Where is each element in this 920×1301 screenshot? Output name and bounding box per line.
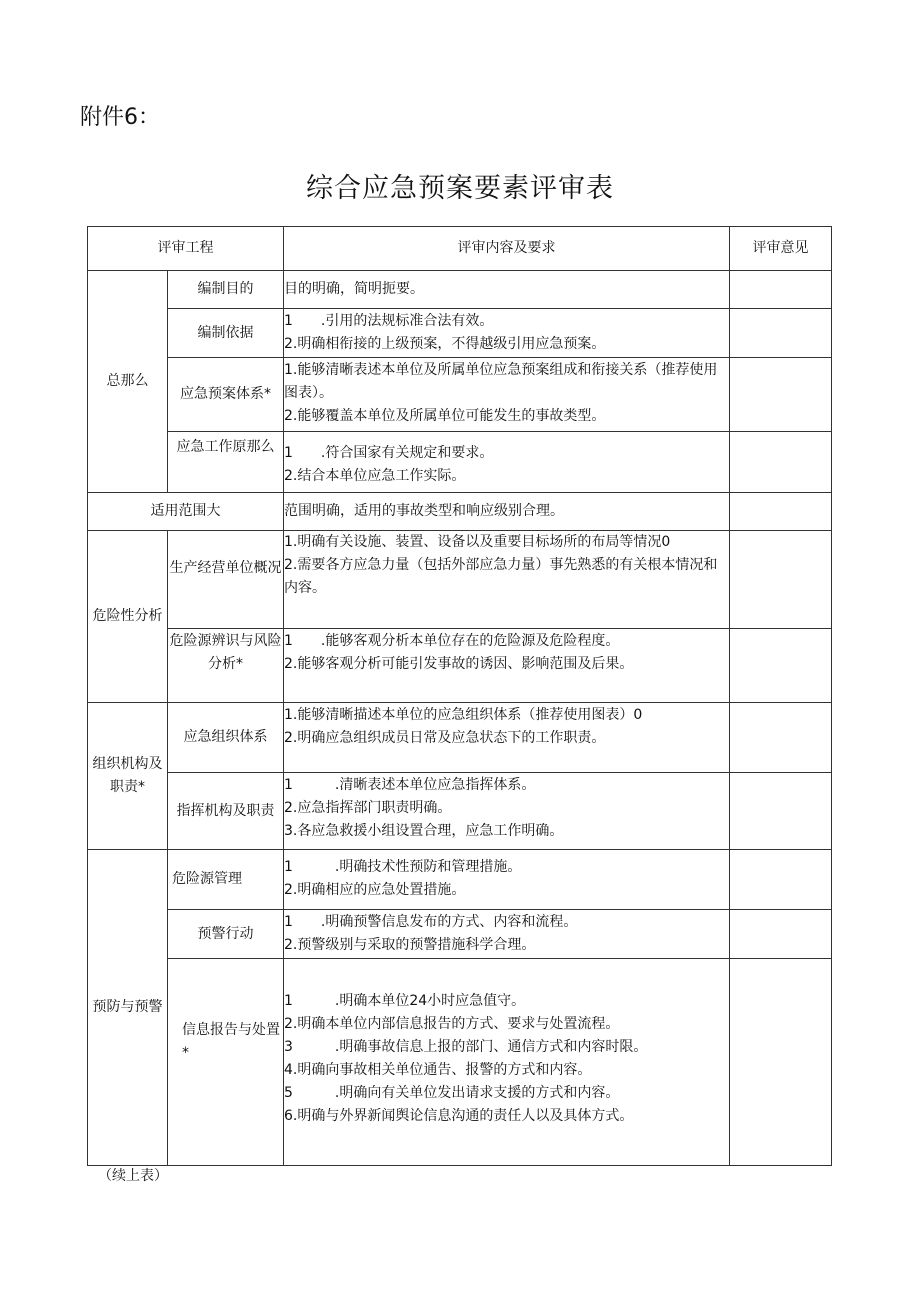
opinion-cell[interactable]	[730, 773, 832, 850]
page-title: 综合应急预案要素评审表	[306, 173, 614, 204]
requirement-line: 1 .明确预警信息发布的方式、内容和流程。	[284, 914, 578, 930]
item-purpose: 编制目的	[168, 271, 284, 309]
table-row	[88, 959, 832, 1166]
table-row	[88, 531, 832, 629]
requirement-line: 3.各应急救援小组设置合理，应急工作明确。	[284, 823, 564, 839]
requirement-line: 2.预警级别与采取的预警措施科学合理。	[284, 937, 536, 953]
requirement-line: 2.能够覆盖本单位及所属单位可能发生的事故类型。	[284, 408, 606, 424]
item-system: 应急预案体系*	[168, 358, 284, 432]
requirement-line: 范围明确，适用的事故类型和响应级别合理。	[284, 503, 564, 519]
content-report	[284, 959, 730, 1166]
requirement-line: 1.明确有关设施、装置、设备以及重要目标场所的布局等情况0	[284, 534, 671, 550]
table-header-row	[88, 227, 832, 271]
requirement-line: 1.能够清晰表述本单位及所属单位应急预案组成和衔接关系（推荐使用图表）。	[284, 362, 718, 401]
requirement-line: 2.能够客观分析可能引发事故的诱因、影响范围及后果。	[284, 656, 634, 672]
table-row	[88, 773, 832, 850]
opinion-cell[interactable]	[730, 910, 832, 959]
content-basis	[284, 309, 730, 358]
table-row	[88, 629, 832, 703]
opinion-cell[interactable]	[730, 959, 832, 1166]
opinion-cell[interactable]	[730, 703, 832, 773]
table-row	[88, 271, 832, 309]
opinion-cell[interactable]	[730, 309, 832, 358]
requirement-line: 4.明确向事故相关单位通告、报警的方式和内容。	[284, 1062, 592, 1078]
item-warning: 预警行动	[168, 910, 284, 959]
item-overview: 生产经营单位概况	[168, 531, 284, 629]
item-principle: 应急工作原那么	[168, 432, 284, 493]
header-project: 评审工程	[88, 227, 284, 271]
requirement-line: 6.明确与外界新闻舆论信息沟通的责任人以及具体方式。	[284, 1108, 634, 1124]
opinion-cell[interactable]	[730, 493, 832, 531]
content-warning	[284, 910, 730, 959]
continued-note: （续上表）	[98, 1168, 168, 1184]
requirement-line: 2.明确相应的应急处置措施。	[284, 882, 466, 898]
header-opinion: 评审意见	[730, 227, 832, 271]
requirement-line: 1 .符合国家有关规定和要求。	[284, 445, 494, 461]
requirement-line: 目的明确，简明扼要。	[284, 281, 424, 297]
requirement-line: 1 .清晰表述本单位应急指挥体系。	[284, 777, 536, 793]
content-system	[284, 358, 730, 432]
group-risk: 危险性分析	[88, 531, 168, 703]
requirement-line: 2.结合本单位应急工作实际。	[284, 468, 466, 484]
requirement-line: 1 .能够客观分析本单位存在的危险源及危险程度。	[284, 633, 620, 649]
attachment-label: 附件6：	[80, 105, 160, 130]
content-purpose	[284, 271, 730, 309]
requirement-line: 1.能够清晰描述本单位的应急组织体系（推荐使用图表）0	[284, 707, 643, 723]
opinion-cell[interactable]	[730, 358, 832, 432]
table-row	[88, 358, 832, 432]
opinion-cell[interactable]	[730, 271, 832, 309]
opinion-cell[interactable]	[730, 432, 832, 493]
table-row	[88, 850, 832, 910]
requirement-line: 2.明确应急组织成员日常及应急状态下的工作职责。	[284, 730, 606, 746]
header-content: 评审内容及要求	[284, 227, 730, 271]
item-report: 信息报告与处置*	[168, 959, 284, 1166]
requirement-line: 3 .明确事故信息上报的部门、通信方式和内容时限。	[284, 1039, 648, 1055]
review-table	[87, 226, 832, 1166]
content-hazard-mgmt	[284, 850, 730, 910]
requirement-line: 2.应急指挥部门职责明确。	[284, 800, 452, 816]
content-org-system	[284, 703, 730, 773]
item-basis: 编制依据	[168, 309, 284, 358]
opinion-cell[interactable]	[730, 531, 832, 629]
requirement-line: 2.明确相衔接的上级预案，不得越级引用应急预案。	[284, 336, 606, 352]
content-command	[284, 773, 730, 850]
content-hazard-id	[284, 629, 730, 703]
group-general: 总那么	[88, 271, 168, 493]
table-row	[88, 910, 832, 959]
table-row	[88, 432, 832, 493]
group-org: 组织机构及职责*	[88, 703, 168, 850]
content-principle	[284, 432, 730, 493]
requirement-line: 1 .引用的法规标准合法有效。	[284, 313, 494, 329]
item-hazard-id: 危险源辨识与风险分析*	[168, 629, 284, 703]
requirement-line: 2.明确本单位内部信息报告的方式、要求与处置流程。	[284, 1016, 620, 1032]
opinion-cell[interactable]	[730, 629, 832, 703]
group-prevent: 预防与预警	[88, 850, 168, 1166]
item-hazard-mgmt: 危险源管理	[168, 850, 284, 910]
table-row	[88, 309, 832, 358]
requirement-line: 2.需要各方应急力量（包括外部应急力量）事先熟悉的有关根本情况和内容。	[284, 557, 718, 596]
table-row	[88, 703, 832, 773]
requirement-line: 1 .明确技术性预防和管理措施。	[284, 859, 522, 875]
content-scope	[284, 493, 730, 531]
table-row	[88, 493, 832, 531]
item-command: 指挥机构及职责	[168, 773, 284, 850]
opinion-cell[interactable]	[730, 850, 832, 910]
item-org-system: 应急组织体系	[168, 703, 284, 773]
requirement-line: 1 .明确本单位24小时应急值守。	[284, 993, 526, 1009]
content-overview	[284, 531, 730, 629]
item-scope: 适用范围大	[88, 493, 284, 531]
requirement-line: 5 .明确向有关单位发出请求支援的方式和内容。	[284, 1085, 620, 1101]
